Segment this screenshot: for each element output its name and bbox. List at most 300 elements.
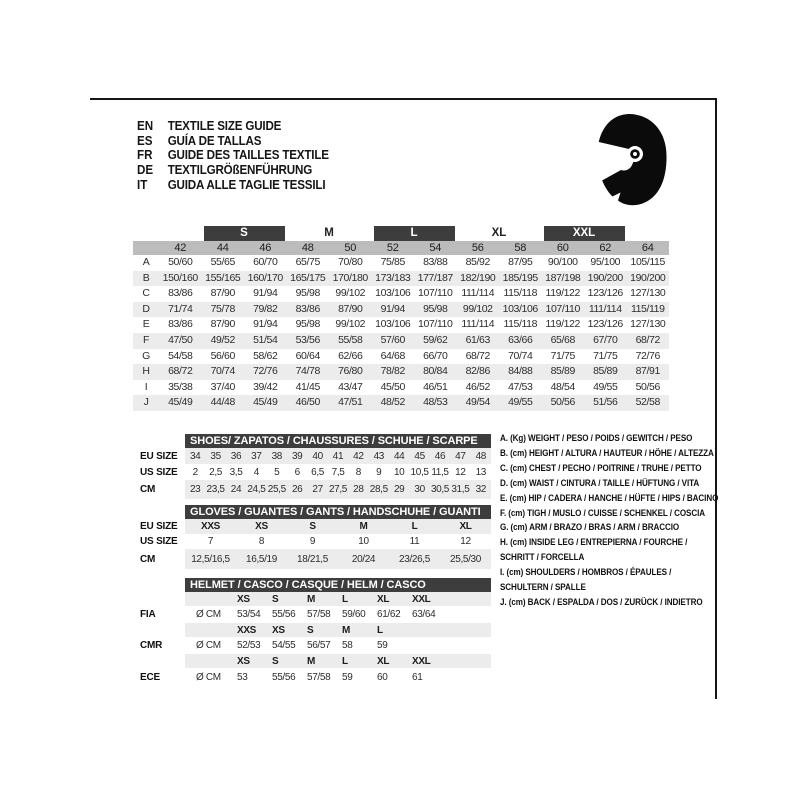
size-value: 182/190 [460,271,496,284]
row-label [133,578,185,592]
measurement-row [133,349,669,365]
cell-value: 46 [434,450,446,462]
cell-value: 59/60 [342,609,366,620]
measurement-legend [500,431,719,610]
cell-value: 12,5/16,5 [191,553,230,565]
cell-value: 38 [271,450,282,462]
row-label: EU SIZE [140,521,178,532]
row-label: FIA [140,609,156,620]
size-value: 61/63 [465,333,490,346]
size-value: 48/54 [550,380,575,393]
cell-value: 53 [237,671,248,683]
cell-value: 31,5 [451,484,470,495]
size-value: 72/76 [253,365,278,378]
cell-value: 24 [230,484,242,495]
size-value: 187/198 [545,271,581,284]
size-value: 170/180 [332,271,368,284]
cell-value: 12 [460,536,471,547]
cell-value: 26 [291,484,303,495]
size-value: 41/45 [295,380,320,393]
shoes-table [133,434,491,499]
row-values [185,592,491,606]
language-title-block [137,119,329,192]
row-values [185,623,491,637]
table-row [133,623,491,637]
size-value: 85/92 [465,256,490,268]
row-letter: E [142,318,150,331]
size-value: 103/106 [375,287,411,300]
size-value: 165/175 [290,271,326,284]
row-letter: H [142,365,150,378]
measurement-row [133,302,669,318]
size-value: 70/80 [338,256,363,268]
size-number: 58 [514,242,527,254]
row-label: CMR [140,640,163,651]
cell-value: 3,5 [229,466,243,478]
size-value: 57/60 [380,333,405,346]
cell-value [185,592,226,606]
legend-item: D. (cm) WAIST / CINTURA / TAILLE / HÜFTUNG / VITA [500,477,700,488]
language-row [137,163,329,178]
cell-value: XL [377,593,390,605]
cell-value: 42 [353,450,364,462]
size-value: 50/56 [550,396,575,409]
cell-value: XL [459,521,472,532]
cell-value: 34 [189,450,201,462]
size-value: 54/58 [168,349,193,362]
cell-value: L [342,593,348,605]
cell-value: 44 [393,450,405,462]
cell-value: 59 [342,671,353,683]
cell-value: XXL [412,655,431,667]
cell-value: 58 [342,640,353,651]
size-value: 107/110 [418,287,453,300]
size-value: 83/86 [168,287,193,300]
size-value: 56/60 [210,349,235,362]
size-number: 60 [556,242,569,254]
size-value: 105/115 [630,256,665,268]
size-value: 107/110 [418,318,453,331]
gloves-table [133,505,491,569]
cell-value: M [307,655,315,667]
size-value: 49/55 [593,380,618,393]
size-value: 47/53 [508,380,533,393]
cell-value: S [309,521,316,532]
size-value: 55/58 [338,333,363,346]
cell-value: 61/62 [377,609,401,620]
size-value: 51/54 [253,333,278,346]
cell-value: 10 [393,466,405,478]
cell-value: M [359,521,368,532]
measurement-row [133,271,669,287]
size-value: 72/76 [635,349,660,362]
table-header-row [133,434,491,448]
size-number: 54 [429,242,442,254]
size-value: 44/48 [210,396,235,409]
size-value: 115/118 [503,287,538,300]
cell-value: 16,5/19 [246,553,277,565]
row-label: US SIZE [140,466,178,478]
row-letter: G [142,349,150,362]
row-label: EU SIZE [140,450,178,462]
cell-value: 32 [475,484,486,495]
size-value: 80/84 [423,365,448,378]
cell-value: 59 [377,640,388,651]
cell-value: 30,5 [430,484,450,495]
size-value: 63/66 [508,333,533,346]
size-value: 127/130 [630,287,666,300]
size-value: 50/56 [635,380,660,393]
language-row [137,148,329,163]
row-label: ECE [140,671,160,683]
size-value: 91/94 [253,287,278,300]
size-number: 48 [301,242,314,254]
row-letter: A [142,256,150,268]
language-row [137,177,329,192]
cell-value: 20/24 [351,553,376,565]
cell-value: 39 [291,450,303,462]
size-value: 68/72 [635,333,660,346]
cell-value: 8 [355,466,361,478]
size-value: 107/110 [545,302,580,315]
cell-value: 41 [332,450,344,462]
size-value: 75/78 [210,302,235,315]
size-value: 111/114 [461,318,495,331]
cell-value: XS [237,593,250,605]
size-number: 56 [471,242,484,254]
cell-value [185,623,226,637]
size-value: 85/89 [550,365,575,378]
cell-value: 24,5 [247,484,266,495]
size-group-label: S [204,226,285,241]
cell-value: 9 [376,466,382,478]
row-letter: J [143,396,149,409]
cell-value: Ø CM [196,671,221,683]
size-number: 42 [174,242,187,254]
size-value: 150/160 [162,271,198,284]
cell-value: 23/26,5 [399,553,430,565]
cell-value: 25,5 [267,484,286,495]
size-value: 46/52 [465,380,490,393]
table-row [133,534,491,549]
size-value: 39/42 [253,380,278,393]
size-value: 58/62 [253,349,278,362]
size-number-row [133,241,669,255]
size-value: 66/70 [423,349,448,362]
language-code: IT [137,177,148,192]
cell-value: 43 [373,450,384,462]
size-value: 111/114 [461,287,495,300]
cell-value: 2 [192,466,198,478]
legend-item: I. (cm) SHOULDERS / HOMBROS / ÉPAULES / SCHULTERN / SPALLE [500,567,672,593]
size-value: 111/114 [588,302,622,315]
helmet-icon [591,113,669,207]
language-title: GUIDE DES TAILLES TEXTILE [167,148,329,163]
size-value: 127/130 [630,318,666,331]
language-code: EN [137,119,154,134]
cell-value: XXL [412,593,431,605]
size-value: 95/98 [295,318,320,331]
table-row [133,448,491,464]
row-values [185,668,491,686]
cell-value: 4 [253,466,259,478]
cell-value: 35 [210,450,221,462]
measurement-row [133,286,669,302]
main-size-table [133,226,669,411]
cell-value: 47 [455,450,466,462]
size-value: 123/126 [587,318,623,331]
row-values [185,464,491,480]
size-value: 64/68 [380,349,405,362]
size-value: 95/98 [295,287,320,300]
size-group-label: L [374,226,455,241]
cell-value: 7 [207,536,214,547]
size-value: 47/51 [338,396,363,409]
measurement-row [133,317,669,333]
table-row [133,668,491,686]
language-title: GUÍA DE TALLAS [167,133,262,148]
size-value: 190/200 [630,271,666,284]
size-value: 160/170 [247,271,283,284]
size-value: 45/49 [168,396,193,409]
size-value: 115/119 [630,302,665,315]
table-row [133,464,491,480]
cell-value: 53/54 [237,609,261,620]
measurement-row [133,364,669,380]
spacer [133,241,159,255]
row-label [133,505,185,519]
size-value: 78/82 [380,365,405,378]
size-value: 190/200 [587,271,623,284]
table-header-row [133,578,491,592]
cell-value: 57/58 [307,609,331,620]
size-value: 95/98 [423,302,448,315]
size-value: 90/100 [547,256,578,268]
size-value: 52/58 [635,396,660,409]
size-number: 50 [344,242,357,254]
size-value: 83/86 [168,318,193,331]
size-value: 87/90 [210,318,235,331]
cell-value: 8 [258,536,265,547]
cell-value: 23 [189,484,201,495]
legend-item: B. (cm) HEIGHT / ALTURA / HAUTEUR / HÖHE / ALTEZZA [500,447,714,458]
language-row [137,119,329,134]
legend-item: C. (cm) CHEST / PECHO / POITRINE / TRUHE / PETTO [500,462,702,473]
cell-value: Ø CM [196,609,221,620]
cell-value: S [272,593,279,605]
measurement-row [133,395,669,411]
size-number: 44 [216,242,229,254]
cell-value: 29 [393,484,405,495]
size-value: 119/122 [545,287,580,300]
size-value: 155/165 [205,271,241,284]
size-value: 177/187 [417,271,453,284]
size-value: 87/95 [508,256,533,268]
size-value: 49/54 [465,396,490,409]
cell-value: L [411,521,418,532]
size-value: 62/66 [338,349,363,362]
row-label [133,654,185,668]
size-value: 68/72 [168,365,193,378]
size-number: 62 [599,242,612,254]
cell-value: 7,5 [331,466,345,478]
measurement-row [133,255,669,271]
size-value: 45/49 [253,396,278,409]
measurement-row [133,333,669,349]
size-value: 60/64 [295,349,320,362]
cell-value: 61 [412,671,423,683]
row-letter: D [142,302,150,315]
size-value: 103/106 [375,318,411,331]
size-value: 50/60 [168,256,193,268]
size-value: 79/82 [253,302,278,315]
row-letter: B [142,271,150,284]
size-value: 49/52 [210,333,235,346]
table-title: SHOES/ ZAPATOS / CHAUSSURES / SCHUHE / SCARPE [185,434,491,448]
helmet-size-table [133,578,491,686]
cell-value: 45 [414,450,425,462]
size-group-header [133,226,669,241]
size-value: 46/51 [423,380,448,393]
row-letter: C [142,287,150,300]
legend-item: F. (cm) TIGH / MUSLO / CUISSE / SCHENKEL / COSCIA [500,507,706,518]
cell-value: 2,5 [209,466,223,478]
size-value: 84/88 [508,365,533,378]
cell-value: 18/21,5 [297,553,328,565]
cell-value: XS [272,624,285,636]
cell-value: XS [255,521,268,532]
legend-item: J. (cm) BACK / ESPALDA / DOS / ZURÜCK / INDIETRO [500,596,703,607]
row-label: CM [140,553,156,565]
legend-item: H. (cm) INSIDE LEG / ENTREPIERNA / FOURCHE / SCHRITT / FORCELLA [500,537,688,563]
size-value: 75/85 [380,256,405,268]
size-value: 87/90 [338,302,363,315]
cell-value: 40 [312,450,323,462]
cell-value: 9 [309,536,316,547]
size-value: 103/106 [502,302,538,315]
size-value: 48/53 [423,396,448,409]
size-value: 35/38 [168,380,193,393]
cell-value: S [307,624,314,636]
size-value: 99/102 [335,287,366,300]
language-row [137,134,329,149]
size-value: 65/75 [295,256,320,268]
row-values [185,519,491,534]
cell-value: 13 [475,466,486,478]
table-row [133,549,491,569]
cell-value: 12 [455,466,466,478]
measurement-row [133,380,669,396]
size-value: 43/47 [338,380,363,393]
row-letter: I [144,380,148,393]
row-values [185,637,491,654]
cell-value: 36 [230,450,242,462]
size-value: 68/72 [465,349,490,362]
cell-value: 5 [274,466,280,478]
table-row [133,592,491,606]
cell-value: 10,5 [410,466,429,478]
cell-value: XL [377,655,390,667]
cell-value: 25,5/30 [450,553,481,565]
cell-value: 48 [475,450,486,462]
table-row [133,654,491,668]
cell-value: 28 [353,484,364,495]
cell-value: 54/55 [272,640,296,651]
size-number: 64 [641,242,654,254]
language-code: ES [137,133,153,148]
size-value: 48/52 [380,396,405,409]
size-value: 87/91 [635,365,660,378]
cell-value: 28,5 [369,484,388,495]
size-group-label: XXL [544,226,625,241]
cell-value: M [342,624,350,636]
row-values [185,480,491,499]
spacer [133,226,202,241]
size-value: 99/102 [462,302,493,315]
size-value: 59/62 [423,333,448,346]
cell-value: S [272,655,279,667]
cell-value: 63/64 [412,609,436,620]
cell-value: 55/56 [272,609,296,620]
size-value: 87/90 [210,287,235,300]
cell-value [185,654,226,668]
size-value: 91/94 [380,302,405,315]
size-value: 70/74 [210,365,235,378]
cell-value: 6,5 [311,466,325,478]
cell-value: 52/53 [237,640,261,651]
cell-value: 37 [251,450,262,462]
size-value: 185/195 [502,271,538,284]
legend-item: G. (cm) ARM / BRAZO / BRAS / ARM / BRACCIO [500,522,680,533]
cell-value: XS [237,655,250,667]
size-value: 71/74 [168,302,193,315]
size-value: 76/80 [338,365,363,378]
table-row [133,480,491,499]
cell-value: 27,5 [328,484,348,495]
table-row [133,519,491,534]
row-values [185,606,491,623]
cell-value: 23,5 [206,484,225,495]
size-value: 65/68 [550,333,575,346]
table-header-row [133,505,491,519]
size-value: 99/102 [335,318,366,331]
size-value: 71/75 [550,349,575,362]
size-value: 71/75 [593,349,618,362]
size-value: 45/50 [380,380,405,393]
table-row [133,606,491,623]
size-value: 123/126 [587,287,623,300]
size-value: 119/122 [545,318,580,331]
size-value: 115/118 [503,318,538,331]
size-group-label: M [324,227,334,239]
size-value: 95/100 [590,256,621,268]
cell-value: 55/56 [272,671,296,683]
language-code: DE [137,163,154,178]
size-value: 83/88 [423,256,448,268]
cell-value: 57/58 [307,671,331,683]
size-value: 55/65 [210,256,235,268]
cell-value: 6 [294,466,300,478]
language-title: TEXTILGRÖßENFÜHRUNG [167,163,313,178]
cell-value: 11,5 [431,466,449,478]
language-title: TEXTILE SIZE GUIDE [167,119,282,134]
size-value: 85/89 [593,365,618,378]
cell-value: L [342,655,348,667]
size-value: 46/50 [295,396,320,409]
cell-value: 56/57 [307,640,331,651]
table-title: GLOVES / GUANTES / GANTS / HANDSCHUHE / GUANTI [185,505,491,519]
cell-value: 60 [377,671,388,683]
